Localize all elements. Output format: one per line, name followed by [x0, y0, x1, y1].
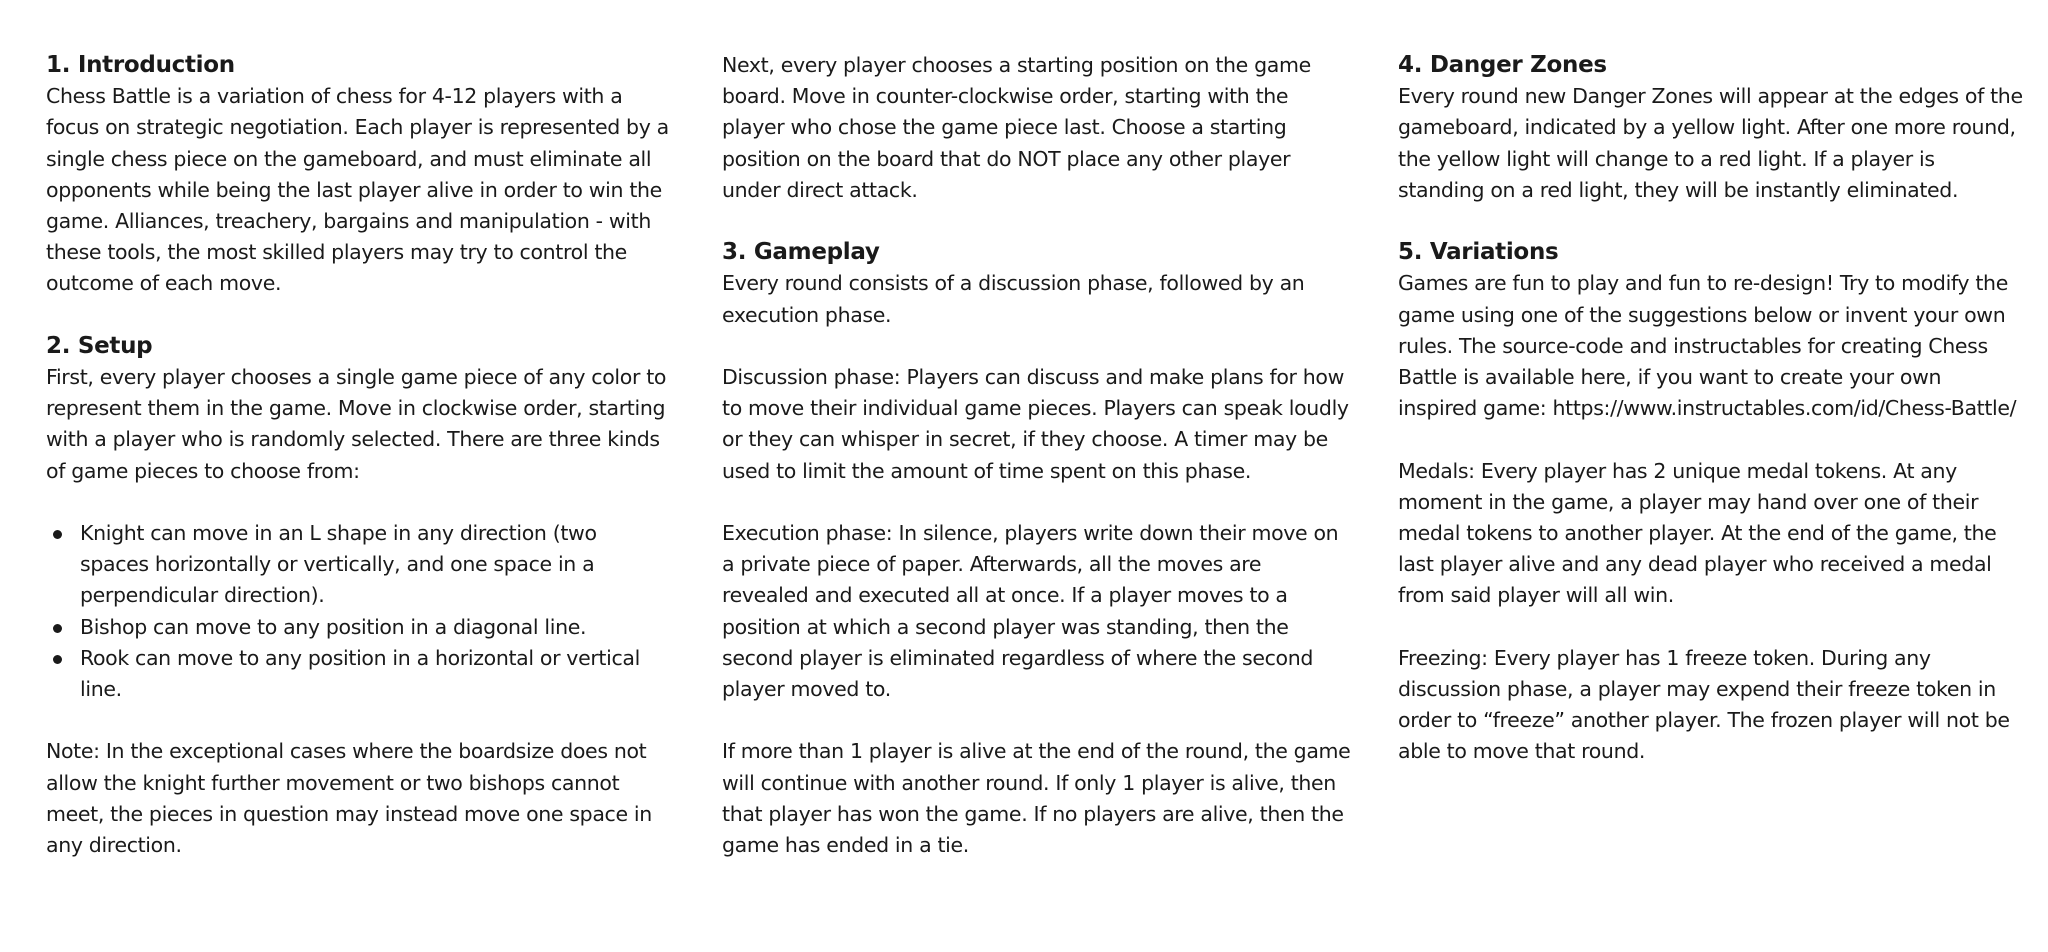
list-item-bishop: [46, 612, 670, 643]
variations-text: Games are fun to play and fun to re-design! Try to modify the game using one of the suggestions below or invent your own rules. The source-code and instructables for creating Chess Battle is available here, if you want to create your own inspired game: https://www.instructables.com/id/Chess-Battle/: [1398, 271, 2017, 421]
bullet-icon: [53, 655, 62, 664]
round-end-text: If more than 1 player is alive at the end of the round, the game will continue with another round. If only 1 player is alive, then that player has won the game. If no players are alive, then the game has ended in a tie.: [722, 739, 1351, 858]
bullet-icon: [53, 530, 62, 539]
list-item-rook: [46, 643, 670, 705]
introduction-text: Chess Battle is a variation of chess for 4-12 players with a focus on strategic negotiation. Each player is represented by a single chess piece on the gameboard, and must eliminate all opponents while being the last player alive in order to win the game. Alliances, treachery, bargains and manipulation - with these tools, the most skilled players may try to control the outcome of each move.: [46, 84, 669, 296]
column-middle: [722, 50, 1352, 861]
bishop-rule: Bishop can move to any position in a diagonal line.: [80, 614, 587, 639]
setup-continued-text: Next, every player chooses a starting position on the game board. Move in counter-clockwise order, starting with the player who chose the game piece last. Choose a starting position on the board that do NOT place any other player under direct attack.: [722, 53, 1311, 202]
gameplay-text: Every round consists of a discussion phase, followed by an execution phase.: [722, 271, 1305, 327]
bullet-icon: [53, 624, 62, 633]
danger-zones-text: Every round new Danger Zones will appear at the edges of the gameboard, indicated by a yellow light. After one more round, the yellow light will change to a red light. If a player is standing on a red light, they will be instantly eliminated.: [1398, 84, 2023, 202]
heading-gameplay: 3. Gameplay: [722, 239, 880, 266]
column-left: [46, 50, 670, 861]
discussion-phase-text: Discussion phase: Players can discuss and make plans for how to move their individual game pieces. Players can speak loudly or they can whisper in secret, if they choose. A timer may be used to limit the amount of time spent on this phase.: [722, 365, 1349, 483]
medals-text: Medals: Every player has 2 unique medal tokens. At any moment in the game, a player may hand over one of their medal tokens to another player. At the end of the game, the last player alive and any dead player who received a medal from said player will all win.: [1398, 458, 1997, 608]
execution-phase-text: Execution phase: In silence, players write down their move on a private piece of paper. Afterwards, all the moves are revealed and executed all at once. If a player moves to a position at which a second player was standing, then the second player is eliminated regardless of where the second player moved to.: [722, 521, 1339, 702]
note-text: Note: In the exceptional cases where the boardsize does not allow the knight further movement or two bishops cannot meet, the pieces in question may instead move one space in any direction.: [46, 739, 652, 858]
setup-text: First, every player chooses a single game piece of any color to represent them in the game. Move in clockwise order, starting with a player who is randomly selected. There are three kinds of game pieces to choose from:: [46, 365, 667, 483]
heading-introduction: 1. Introduction: [46, 52, 235, 78]
knight-rule: Knight can move in an L shape in any direction (two spaces horizontally or vertically, and one space in a perpendicular direction).: [80, 521, 597, 608]
heading-setup: 2. Setup: [46, 332, 153, 359]
freezing-text: Freezing: Every player has 1 freeze token. During any discussion phase, a player may expend their freeze token in order to “freeze” another player. The frozen player will not be able to move that round.: [1398, 645, 2010, 764]
section-introduction: [46, 50, 670, 300]
list-item-knight: [46, 518, 670, 612]
heading-danger-zones: 4. Danger Zones: [1398, 52, 1607, 78]
game-piece-list: [46, 518, 670, 705]
rook-rule: Rook can move to any position in a horizontal or vertical line.: [80, 645, 640, 702]
column-right: [1398, 50, 2024, 768]
heading-variations: 5. Variations: [1398, 239, 1559, 266]
